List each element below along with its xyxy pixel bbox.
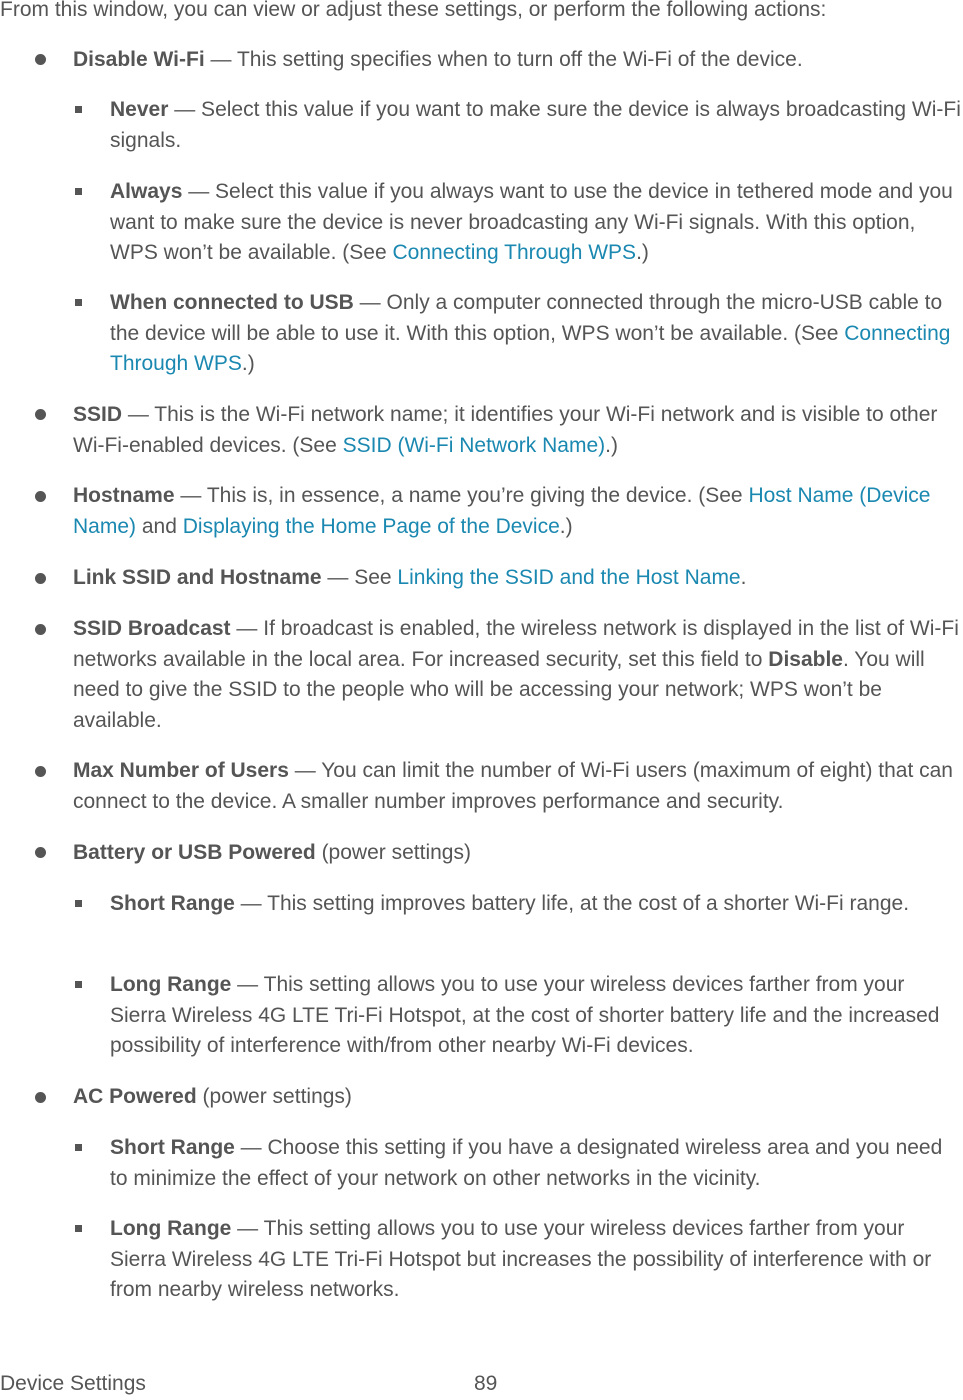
setting-disable-wifi: Disable Wi-Fi — This setting specifies when to turn off the Wi-Fi of the device. <box>73 48 803 71</box>
footer-section-title: Device Settings <box>0 1372 146 1395</box>
option-label: Never <box>110 98 169 121</box>
bullet-icon <box>35 766 46 777</box>
intro-paragraph: From this window, you can view or adjust these settings, or perform the following actions: <box>0 0 827 21</box>
option-never: Never — Select this value if you want to make sure the device is always broadcasting Wi-Fi signals. <box>110 98 961 152</box>
link-displaying-home-page[interactable]: Displaying the Home Page of the Device <box>182 514 560 538</box>
sub-bullet-icon <box>75 900 82 907</box>
setting-max-users: Max Number of Users — You can limit the number of Wi-Fi users (maximum of eight) that can connect to the device. A smaller number improves performance and security. <box>73 759 953 813</box>
option-label: Long Range <box>110 973 232 996</box>
bullet-icon <box>35 1092 46 1103</box>
link-connecting-through-wps[interactable]: Connecting Through WPS <box>110 321 951 376</box>
link-connecting-through-wps[interactable]: Connecting Through WPS <box>392 241 637 265</box>
sub-bullet-icon <box>75 106 82 113</box>
option-label: Short Range <box>110 892 235 915</box>
sub-bullet-icon <box>75 188 82 195</box>
bullet-icon <box>35 624 46 635</box>
bullet-icon <box>35 847 46 858</box>
setting-link-ssid-hostname: Link SSID and Hostname — See Linking the SSID and the Host Name. <box>73 566 747 589</box>
setting-label: SSID <box>73 403 123 426</box>
link-ssid-network-name[interactable]: SSID (Wi-Fi Network Name) <box>342 433 606 457</box>
option-battery-short-range: Short Range — This setting improves battery life, at the cost of a shorter Wi-Fi range. <box>110 892 910 915</box>
sub-bullet-icon <box>75 981 82 988</box>
setting-label: Link SSID and Hostname <box>73 566 322 589</box>
setting-label: Max Number of Users <box>73 759 289 782</box>
setting-ssid-broadcast: SSID Broadcast — If broadcast is enabled, the wireless network is displayed in the list of Wi-Fi networks available in the local area. For increased security, set this field to Disable. You will need to give the SSID to the people who will be accessing your network; WPS won’t be available. <box>73 617 959 732</box>
option-label: Always <box>110 180 183 203</box>
option-ac-short-range: Short Range — Choose this setting if you have a designated wireless area and you need to minimize the effect of your network on other networks in the vicinity. <box>110 1136 943 1190</box>
option-label: Short Range <box>110 1136 235 1159</box>
bullet-icon <box>35 54 46 65</box>
setting-battery-usb-powered: Battery or USB Powered (power settings) <box>73 841 471 864</box>
setting-hostname: Hostname — This is, in essence, a name you’re giving the device. (See Host Name (Device Name) and Displaying the Home Page of the Device.) <box>73 484 931 538</box>
option-label: Long Range <box>110 1217 232 1240</box>
setting-label: Hostname <box>73 484 175 507</box>
setting-label: SSID Broadcast <box>73 617 231 640</box>
sub-bullet-icon <box>75 299 82 306</box>
setting-label: AC Powered <box>73 1085 197 1108</box>
option-ac-long-range: Long Range — This setting allows you to use your wireless devices farther from your Sierra Wireless 4G LTE Tri-Fi Hotspot but increases the possibility of interference with or from nearby wireless networks. <box>110 1217 932 1302</box>
page-number: 89 <box>474 1372 498 1395</box>
setting-label: Disable Wi-Fi <box>73 48 205 71</box>
sub-bullet-icon <box>75 1144 82 1151</box>
sub-bullet-icon <box>75 1225 82 1232</box>
setting-ac-powered: AC Powered (power settings) <box>73 1085 352 1108</box>
option-always: Always — Select this value if you always want to use the device in tethered mode and you want to make sure the device is never broadcasting any Wi-Fi signals. With this option, WPS won’t be available. (See Connecting Through WPS.) <box>110 180 953 265</box>
bullet-icon <box>35 573 46 584</box>
link-host-name[interactable]: Host Name (Device Name) <box>73 484 931 538</box>
option-label: When connected to USB <box>110 291 354 314</box>
option-battery-long-range: Long Range — This setting allows you to use your wireless devices farther from your Sierra Wireless 4G LTE Tri-Fi Hotspot, at the cost of shorter battery life and the increased possibility of interference with/from other nearby Wi-Fi devices. <box>110 973 940 1058</box>
bullet-icon <box>35 409 46 420</box>
bullet-icon <box>35 491 46 502</box>
option-when-connected-to-usb: When connected to USB — Only a computer connected through the micro-USB cable to the device will be able to use it. With this option, WPS won’t be available. (See Connecting Through WPS.) <box>110 291 951 376</box>
setting-label: Battery or USB Powered <box>73 841 316 864</box>
setting-ssid: SSID — This is the Wi-Fi network name; it identifies your Wi-Fi network and is visible to other Wi-Fi-enabled devices. (See SSID (Wi-Fi Network Name).) <box>73 403 938 457</box>
link-linking-ssid-host-name[interactable]: Linking the SSID and the Host Name <box>397 566 741 589</box>
